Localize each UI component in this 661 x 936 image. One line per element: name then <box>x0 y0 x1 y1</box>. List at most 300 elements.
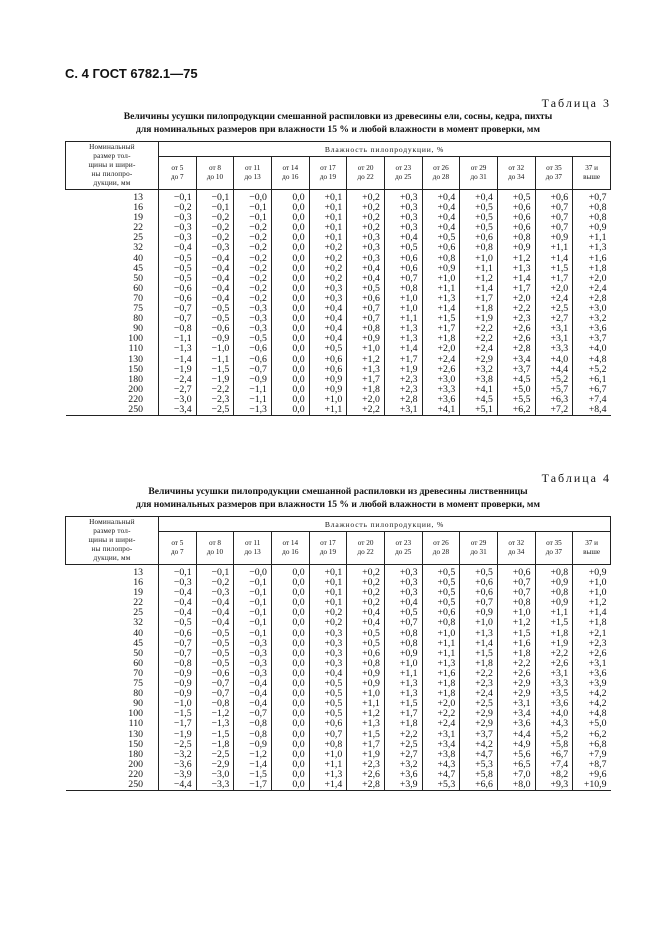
shrinkage-cell: +10,9 <box>573 780 611 791</box>
shrinkage-cell: +1,4 <box>384 344 422 354</box>
shrinkage-cell: +0,9 <box>497 243 535 253</box>
shrinkage-cell: +1,7 <box>347 740 385 750</box>
shrinkage-cell: −0,3 <box>234 649 272 659</box>
shrinkage-cell: +0,9 <box>309 375 347 385</box>
shrinkage-cell: +1,4 <box>573 608 611 618</box>
shrinkage-cell: +1,1 <box>573 233 611 243</box>
shrinkage-cell: +0,5 <box>422 565 460 579</box>
moisture-column-header <box>196 157 234 190</box>
size-cell: 16 <box>133 577 143 589</box>
shrinkage-cell: +1,1 <box>460 264 498 274</box>
shrinkage-cell: −0,1 <box>196 565 234 579</box>
shrinkage-cell: +0,5 <box>460 203 498 213</box>
shrinkage-cell: +1,1 <box>422 284 460 294</box>
shrinkage-cell: +0,3 <box>309 659 347 669</box>
moisture-column-header-line: до 25 <box>395 548 412 556</box>
shrinkage-cell: +2,9 <box>497 689 535 699</box>
size-cell: 60 <box>133 657 143 669</box>
shrinkage-cell: +2,3 <box>384 385 422 395</box>
shrinkage-cell: −1,9 <box>159 730 197 740</box>
shrinkage-cell: +6,7 <box>573 385 611 395</box>
size-cell: 60 <box>133 282 143 294</box>
shrinkage-cell: +0,9 <box>384 649 422 659</box>
shrinkage-cell: +4,5 <box>460 395 498 405</box>
shrinkage-cell: +2,0 <box>422 344 460 354</box>
shrinkage-cell: +0,5 <box>309 689 347 699</box>
shrinkage-cell: +0,8 <box>535 565 573 579</box>
shrinkage-cell: +3,6 <box>573 669 611 679</box>
shrinkage-cell: +2,3 <box>384 375 422 385</box>
shrinkage-cell: +3,3 <box>535 679 573 689</box>
moisture-column-header <box>347 157 385 190</box>
shrinkage-cell: +0,1 <box>309 213 347 223</box>
shrinkage-cell: 0,0 <box>271 608 309 618</box>
shrinkage-cell: −3,0 <box>159 395 197 405</box>
shrinkage-cell: +1,4 <box>460 284 498 294</box>
shrinkage-cell: +0,8 <box>460 243 498 253</box>
shrinkage-cell: +1,8 <box>422 679 460 689</box>
shrinkage-cell: +2,0 <box>573 274 611 284</box>
shrinkage-cell: +0,3 <box>347 243 385 253</box>
shrinkage-cell: −1,1 <box>234 385 272 395</box>
shrinkage-cell: +2,4 <box>422 355 460 365</box>
shrinkage-cell: +3,1 <box>422 730 460 740</box>
size-cell: 13 <box>133 567 143 578</box>
shrinkage-cell: +0,8 <box>497 598 535 608</box>
shrinkage-cell: +4,2 <box>573 699 611 709</box>
size-cell: 220 <box>128 768 143 780</box>
table-row <box>66 719 611 729</box>
shrinkage-cell: +0,6 <box>535 190 573 204</box>
shrinkage-cell: +7,4 <box>573 395 611 405</box>
shrinkage-cell: 0,0 <box>271 243 309 253</box>
shrinkage-cell: +8,4 <box>573 405 611 416</box>
shrinkage-cell: +3,7 <box>573 334 611 344</box>
moisture-column-header <box>422 157 460 190</box>
moisture-column-header-line: от 17 <box>320 164 336 172</box>
size-cell: 19 <box>133 212 143 224</box>
shrinkage-cell: +5,0 <box>497 385 535 395</box>
shrinkage-cell: +0,8 <box>573 203 611 213</box>
shrinkage-cell: 0,0 <box>271 344 309 354</box>
shrinkage-cell: +2,3 <box>497 314 535 324</box>
shrinkage-cell: −0,8 <box>234 730 272 740</box>
shrinkage-cell: +0,9 <box>347 669 385 679</box>
shrinkage-cell: +2,3 <box>573 639 611 649</box>
shrinkage-cell: +0,5 <box>460 565 498 579</box>
shrinkage-cell: +7,0 <box>497 770 535 780</box>
shrinkage-cell: +0,2 <box>309 274 347 284</box>
shrinkage-cell: +3,2 <box>384 760 422 770</box>
shrinkage-cell: +0,3 <box>384 203 422 213</box>
shrinkage-cell: +0,9 <box>347 334 385 344</box>
size-cell: 100 <box>128 708 143 720</box>
size-cell: 32 <box>133 242 143 254</box>
shrinkage-cell: 0,0 <box>271 770 309 780</box>
shrinkage-cell: −0,4 <box>159 608 197 618</box>
shrinkage-cell: +1,1 <box>309 405 347 416</box>
shrinkage-cell: +2,6 <box>573 649 611 659</box>
size-cell: 40 <box>133 627 143 639</box>
shrinkage-cell: +0,9 <box>309 385 347 395</box>
shrinkage-cell: 0,0 <box>271 294 309 304</box>
shrinkage-cell: +1,0 <box>573 578 611 588</box>
shrinkage-cell: +1,8 <box>460 659 498 669</box>
size-cell: 130 <box>128 353 143 365</box>
shrinkage-cell: +0,9 <box>573 565 611 579</box>
size-cell: 200 <box>128 758 143 770</box>
moisture-column-header-line: от 32 <box>508 164 525 172</box>
shrinkage-cell: +3,8 <box>422 750 460 760</box>
shrinkage-cell: −0,4 <box>234 699 272 709</box>
shrinkage-cell: +1,0 <box>573 588 611 598</box>
table4-label: Таблица 4 <box>541 471 611 485</box>
size-header-line: щины и шири- <box>88 161 136 169</box>
shrinkage-cell: +2,2 <box>460 334 498 344</box>
moisture-group-header: Влажность пилопродукции, % <box>159 517 611 532</box>
shrinkage-cell: +0,9 <box>573 223 611 233</box>
shrinkage-cell: +0,7 <box>535 213 573 223</box>
shrinkage-cell: −0,7 <box>159 649 197 659</box>
shrinkage-cell: +0,5 <box>497 190 535 204</box>
moisture-column-header-line: от 23 <box>395 539 412 547</box>
shrinkage-cell: −0,1 <box>234 608 272 618</box>
shrinkage-cell: −1,5 <box>196 730 234 740</box>
shrinkage-cell: +0,1 <box>309 578 347 588</box>
shrinkage-cell: +2,0 <box>422 699 460 709</box>
moisture-group-header: Влажность пилопродукции, % <box>159 142 611 157</box>
table4 <box>65 516 611 791</box>
shrinkage-cell: +0,8 <box>347 659 385 669</box>
size-header-line: дукции, мм <box>93 179 131 187</box>
shrinkage-cell: +0,6 <box>497 213 535 223</box>
shrinkage-cell: −0,5 <box>196 314 234 324</box>
table-row <box>66 780 611 791</box>
shrinkage-cell: +1,9 <box>347 750 385 760</box>
shrinkage-cell: −1,9 <box>196 375 234 385</box>
shrinkage-cell: +1,6 <box>422 669 460 679</box>
shrinkage-cell: −0,4 <box>196 598 234 608</box>
moisture-column-header <box>573 532 611 565</box>
moisture-column-header <box>384 532 422 565</box>
shrinkage-cell: +1,3 <box>384 324 422 334</box>
shrinkage-cell: +5,3 <box>460 760 498 770</box>
shrinkage-cell: +0,4 <box>347 618 385 628</box>
size-header-line: размер тол- <box>93 152 131 160</box>
shrinkage-cell: +2,0 <box>347 395 385 405</box>
shrinkage-cell: +0,3 <box>309 649 347 659</box>
shrinkage-cell: +0,5 <box>422 598 460 608</box>
shrinkage-cell: +7,2 <box>535 405 573 416</box>
shrinkage-cell: −0,5 <box>196 639 234 649</box>
moisture-column-header-line: до 31 <box>470 173 487 181</box>
shrinkage-cell: +1,7 <box>460 294 498 304</box>
size-cell: 25 <box>133 232 143 244</box>
size-cell: 80 <box>133 313 143 325</box>
shrinkage-cell: −0,7 <box>196 689 234 699</box>
shrinkage-cell: −2,9 <box>196 760 234 770</box>
shrinkage-cell: +2,5 <box>535 304 573 314</box>
shrinkage-cell: −0,1 <box>234 629 272 639</box>
moisture-column-header-line: до 22 <box>357 548 374 556</box>
size-cell: 22 <box>133 597 143 609</box>
table-row <box>66 344 611 354</box>
moisture-column-header-line: от 14 <box>282 164 299 172</box>
shrinkage-cell: +0,1 <box>309 588 347 598</box>
size-cell: 200 <box>128 383 143 395</box>
shrinkage-cell: −3,2 <box>159 750 197 760</box>
size-cell: 220 <box>128 393 143 405</box>
shrinkage-cell: +6,3 <box>535 395 573 405</box>
shrinkage-cell: +2,0 <box>535 284 573 294</box>
moisture-column-header-line: до 16 <box>282 548 299 556</box>
shrinkage-cell: +0,7 <box>535 223 573 233</box>
shrinkage-cell: +1,3 <box>497 264 535 274</box>
shrinkage-cell: −0,1 <box>196 190 234 204</box>
shrinkage-cell: −0,9 <box>159 689 197 699</box>
moisture-column-header-line: до 10 <box>206 548 224 556</box>
shrinkage-cell: +0,6 <box>497 223 535 233</box>
shrinkage-cell: +1,8 <box>384 719 422 729</box>
shrinkage-cell: −0,9 <box>159 669 197 679</box>
shrinkage-cell: −0,3 <box>159 213 197 223</box>
shrinkage-cell: +3,1 <box>535 669 573 679</box>
shrinkage-cell: −1,5 <box>196 365 234 375</box>
size-header-line: ны пилопро- <box>91 545 133 553</box>
shrinkage-cell: +1,3 <box>573 243 611 253</box>
shrinkage-cell: −1,3 <box>159 344 197 354</box>
shrinkage-cell: +0,5 <box>309 679 347 689</box>
size-cell: 250 <box>128 778 143 790</box>
shrinkage-cell: +0,8 <box>384 639 422 649</box>
shrinkage-cell: 0,0 <box>271 760 309 770</box>
shrinkage-cell: +1,0 <box>384 659 422 669</box>
shrinkage-cell: +1,2 <box>347 355 385 365</box>
moisture-column-header <box>347 532 385 565</box>
shrinkage-cell: +0,5 <box>460 213 498 223</box>
shrinkage-cell: +0,9 <box>535 598 573 608</box>
moisture-column-header <box>159 157 197 190</box>
shrinkage-cell: +0,8 <box>422 254 460 264</box>
size-cell: 250 <box>128 403 143 415</box>
shrinkage-cell: −0,1 <box>234 203 272 213</box>
shrinkage-cell: +5,1 <box>460 405 498 416</box>
moisture-column-header <box>497 157 535 190</box>
moisture-column-header-line: до 19 <box>319 548 337 556</box>
shrinkage-cell: +1,1 <box>422 639 460 649</box>
size-cell: 150 <box>128 738 143 750</box>
shrinkage-cell: +1,7 <box>347 375 385 385</box>
shrinkage-cell: +5,7 <box>535 385 573 395</box>
shrinkage-cell: +0,6 <box>309 355 347 365</box>
shrinkage-cell: +0,7 <box>347 314 385 324</box>
shrinkage-cell: +0,1 <box>309 203 347 213</box>
shrinkage-cell: +3,1 <box>535 324 573 334</box>
shrinkage-cell: −0,5 <box>196 304 234 314</box>
shrinkage-cell: +2,5 <box>384 740 422 750</box>
shrinkage-cell: +3,1 <box>573 659 611 669</box>
shrinkage-cell: +0,8 <box>573 213 611 223</box>
shrinkage-cell: +4,8 <box>573 709 611 719</box>
shrinkage-cell: −3,9 <box>159 770 197 780</box>
shrinkage-cell: −0,0 <box>234 190 272 204</box>
shrinkage-cell: +0,2 <box>347 565 385 579</box>
shrinkage-cell: +0,4 <box>347 274 385 284</box>
shrinkage-cell: 0,0 <box>271 679 309 689</box>
shrinkage-cell: +1,6 <box>573 254 611 264</box>
table-row <box>66 565 611 579</box>
shrinkage-cell: +5,3 <box>422 780 460 791</box>
shrinkage-cell: +0,3 <box>384 578 422 588</box>
shrinkage-cell: 0,0 <box>271 598 309 608</box>
moisture-column-header-line: до 13 <box>244 548 261 556</box>
moisture-column-header-line: от 20 <box>357 539 374 547</box>
table3-caption-line1: Величины усушки пилопродукции смешанной распиловки из древесины ели, сосны, кедра, пихты <box>123 111 553 122</box>
size-cell: 80 <box>133 688 143 700</box>
shrinkage-cell: +4,8 <box>573 355 611 365</box>
shrinkage-cell: +0,5 <box>460 223 498 233</box>
size-cell: 22 <box>133 222 143 234</box>
table4-caption <box>65 485 611 511</box>
shrinkage-cell: +0,3 <box>384 190 422 204</box>
shrinkage-cell: −0,7 <box>234 709 272 719</box>
shrinkage-cell: −1,3 <box>234 405 272 416</box>
shrinkage-cell: −0,5 <box>196 649 234 659</box>
moisture-column-header <box>309 532 347 565</box>
shrinkage-cell: +1,3 <box>460 629 498 639</box>
shrinkage-cell: +1,4 <box>309 780 347 791</box>
shrinkage-cell: +2,7 <box>384 750 422 760</box>
shrinkage-cell: +0,8 <box>535 588 573 598</box>
shrinkage-cell: +6,6 <box>460 780 498 791</box>
shrinkage-cell: +2,8 <box>573 294 611 304</box>
shrinkage-cell: +4,1 <box>460 385 498 395</box>
shrinkage-cell: +1,8 <box>573 618 611 628</box>
shrinkage-cell: +3,4 <box>497 709 535 719</box>
shrinkage-cell: 0,0 <box>271 355 309 365</box>
shrinkage-cell: +4,2 <box>573 689 611 699</box>
shrinkage-cell: 0,0 <box>271 618 309 628</box>
shrinkage-cell: −0,6 <box>159 294 197 304</box>
size-header-line: Номинальный <box>89 143 135 151</box>
shrinkage-cell: +5,2 <box>535 375 573 385</box>
shrinkage-cell: +0,8 <box>422 618 460 628</box>
shrinkage-cell: +2,2 <box>497 304 535 314</box>
shrinkage-cell: +0,9 <box>460 608 498 618</box>
moisture-column-header <box>159 532 197 565</box>
size-cell: 180 <box>128 748 143 760</box>
moisture-column-header-line: от 5 <box>171 164 184 172</box>
shrinkage-cell: −0,4 <box>196 608 234 618</box>
shrinkage-cell: +0,7 <box>384 274 422 284</box>
shrinkage-cell: +1,3 <box>309 770 347 780</box>
shrinkage-cell: +5,8 <box>535 740 573 750</box>
shrinkage-cell: +0,4 <box>384 233 422 243</box>
shrinkage-cell: +0,3 <box>384 565 422 579</box>
shrinkage-cell: +0,2 <box>309 608 347 618</box>
moisture-column-header-line: до 34 <box>508 548 525 556</box>
shrinkage-cell: +0,7 <box>535 203 573 213</box>
shrinkage-cell: +0,6 <box>384 254 422 264</box>
shrinkage-cell: +6,2 <box>573 730 611 740</box>
shrinkage-cell: +0,3 <box>309 294 347 304</box>
shrinkage-cell: +0,5 <box>422 578 460 588</box>
shrinkage-cell: +1,8 <box>460 304 498 314</box>
shrinkage-cell: 0,0 <box>271 578 309 588</box>
shrinkage-cell: +1,1 <box>535 608 573 618</box>
shrinkage-cell: +1,8 <box>497 649 535 659</box>
moisture-column-header <box>422 532 460 565</box>
shrinkage-cell: −1,2 <box>234 750 272 760</box>
moisture-column-header <box>384 157 422 190</box>
moisture-column-header-line: до 28 <box>432 173 450 181</box>
shrinkage-cell: +1,8 <box>573 264 611 274</box>
shrinkage-cell: +2,9 <box>460 355 498 365</box>
size-cell: 75 <box>133 303 143 315</box>
shrinkage-cell: +1,2 <box>460 274 498 284</box>
shrinkage-cell: −0,5 <box>159 254 197 264</box>
shrinkage-cell: −0,3 <box>159 578 197 588</box>
shrinkage-cell: +3,6 <box>535 699 573 709</box>
shrinkage-cell: +1,1 <box>535 243 573 253</box>
shrinkage-cell: −0,4 <box>159 598 197 608</box>
shrinkage-cell: +0,4 <box>309 324 347 334</box>
shrinkage-cell: −0,3 <box>196 588 234 598</box>
moisture-column-header-line: 37 и <box>585 164 599 172</box>
moisture-column-header-line: от 23 <box>395 164 412 172</box>
shrinkage-cell: 0,0 <box>271 213 309 223</box>
shrinkage-cell: +1,8 <box>422 334 460 344</box>
shrinkage-cell: +1,5 <box>535 618 573 628</box>
shrinkage-cell: 0,0 <box>271 304 309 314</box>
shrinkage-cell: −0,2 <box>234 294 272 304</box>
shrinkage-cell: +1,5 <box>422 314 460 324</box>
shrinkage-cell: +1,3 <box>422 294 460 304</box>
shrinkage-cell: −0,3 <box>234 669 272 679</box>
shrinkage-cell: +0,4 <box>460 190 498 204</box>
size-cell: 45 <box>133 262 143 274</box>
shrinkage-cell: +1,5 <box>347 730 385 740</box>
shrinkage-cell: −0,6 <box>159 629 197 639</box>
shrinkage-cell: −1,1 <box>159 334 197 344</box>
shrinkage-cell: −1,4 <box>234 760 272 770</box>
shrinkage-cell: +1,7 <box>497 284 535 294</box>
shrinkage-cell: −0,1 <box>234 618 272 628</box>
shrinkage-cell: +1,1 <box>384 669 422 679</box>
moisture-column-header <box>309 157 347 190</box>
shrinkage-cell: +1,5 <box>384 699 422 709</box>
shrinkage-cell: +9,3 <box>535 780 573 791</box>
shrinkage-cell: +3,6 <box>384 770 422 780</box>
shrinkage-cell: +1,0 <box>309 750 347 760</box>
table4-caption-line1: Величины усушки пилопродукции смешанной распиловки из древесины лиственницы <box>148 486 528 497</box>
shrinkage-cell: +0,8 <box>309 740 347 750</box>
shrinkage-cell: −0,4 <box>196 254 234 264</box>
shrinkage-cell: +4,0 <box>535 355 573 365</box>
moisture-column-header <box>271 532 309 565</box>
moisture-column-header <box>497 532 535 565</box>
shrinkage-cell: −0,2 <box>234 223 272 233</box>
shrinkage-cell: +0,3 <box>347 254 385 264</box>
shrinkage-cell: −0,4 <box>196 618 234 628</box>
shrinkage-cell: +0,2 <box>347 203 385 213</box>
shrinkage-cell: +0,2 <box>347 223 385 233</box>
moisture-column-header <box>535 532 573 565</box>
shrinkage-cell: −1,0 <box>196 344 234 354</box>
shrinkage-cell: +0,7 <box>384 618 422 628</box>
size-cell: 150 <box>128 363 143 375</box>
size-cell: 45 <box>133 637 143 649</box>
